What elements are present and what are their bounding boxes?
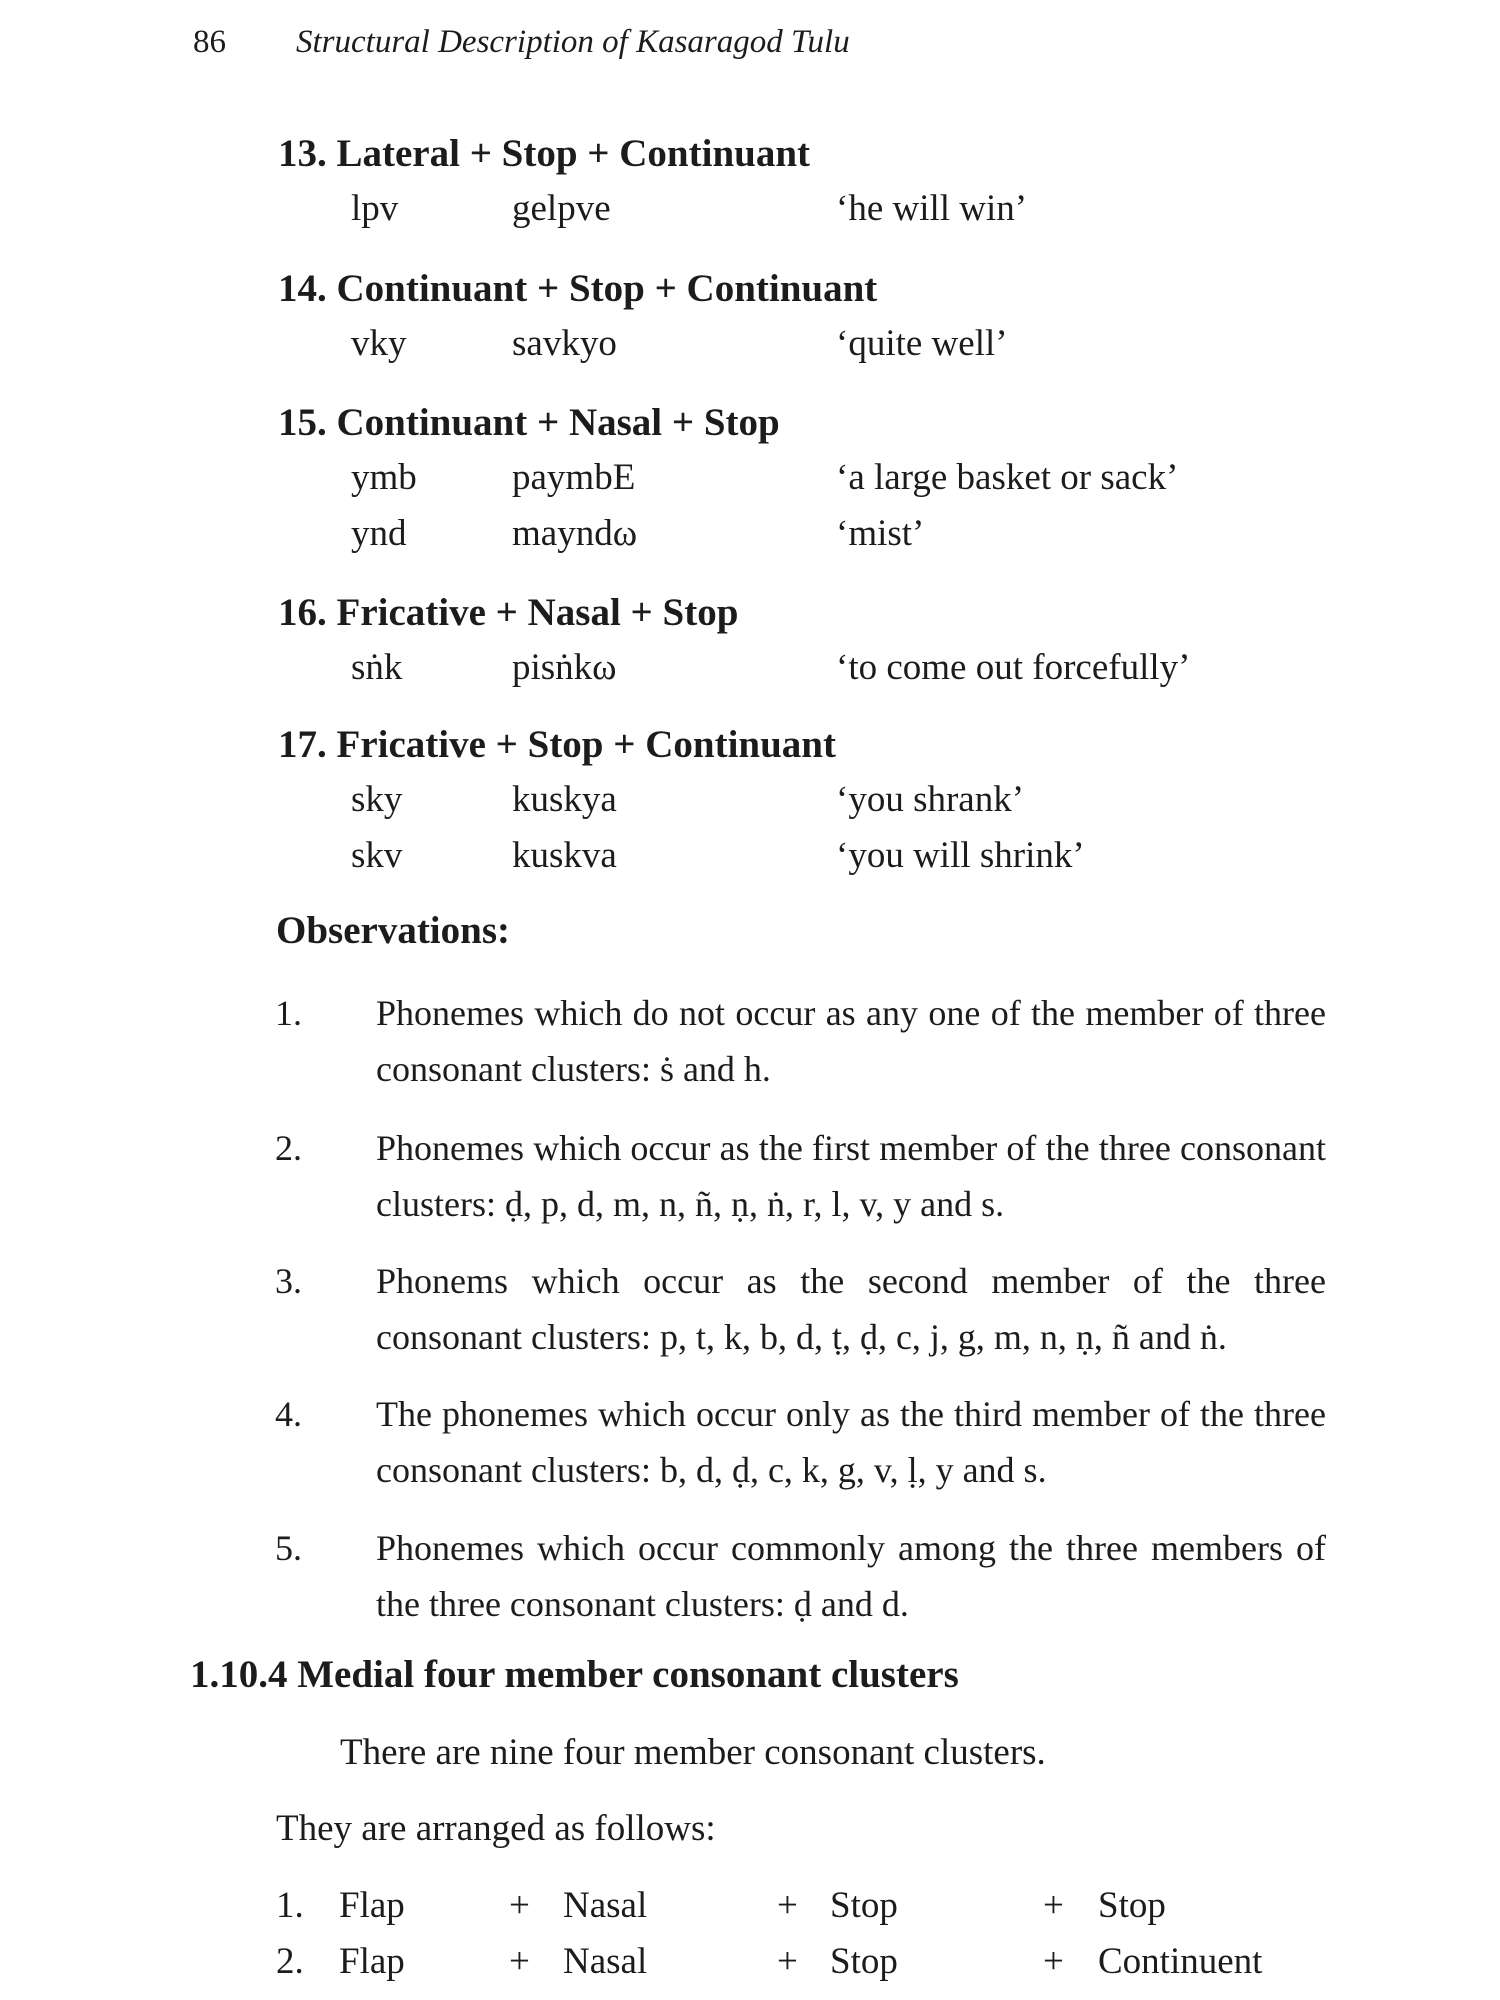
- section-arranged-text: They are arranged as follows:: [276, 1808, 716, 1849]
- cluster-group-heading: 16. Fricative + Nasal + Stop: [278, 591, 739, 634]
- gloss-cell: ‘he will win’: [836, 188, 1028, 229]
- gloss-cell: ‘you shrank’: [836, 779, 1025, 820]
- plus-sign: +: [777, 1941, 798, 1982]
- observation-text: The phonemes which occur only as the third member of the three consonant clusters: b, d, ḍ, c, k, g, v, ḷ, y and s.: [376, 1394, 1326, 1490]
- cluster-cell: ynd: [351, 513, 407, 554]
- arrangement-cell: Nasal: [563, 1941, 648, 1982]
- observation-number: 2.: [275, 1128, 302, 1168]
- observation-number: 4.: [275, 1394, 302, 1434]
- running-header-title: Structural Description of Kasaragod Tulu: [296, 24, 850, 60]
- cluster-group-heading: 14. Continuant + Stop + Continuant: [278, 267, 878, 310]
- gloss-cell: ‘to come out forcefully’: [836, 647, 1191, 688]
- cluster-cell: vky: [351, 323, 407, 364]
- observation-number: 3.: [275, 1261, 302, 1301]
- observation-text: Phonemes which occur as the first member of the three consonant clusters: ḍ, p, d, m, n, ñ, ṇ, ṅ, r, l, v, y and s.: [376, 1128, 1326, 1224]
- observation-number: 5.: [275, 1528, 302, 1568]
- plus-sign: +: [509, 1885, 530, 1926]
- cluster-group-heading: 17. Fricative + Stop + Continuant: [278, 723, 836, 766]
- observations-heading: Observations:: [276, 909, 510, 952]
- arrangement-cell: Nasal: [563, 1885, 648, 1926]
- example-word-cell: mayndω: [512, 513, 638, 554]
- cluster-cell: lpv: [351, 188, 399, 229]
- arrangement-cell: Flap: [339, 1941, 405, 1982]
- example-word-cell: kuskva: [512, 835, 617, 876]
- observation-text: Phonemes which occur commonly among the three members of the three consonant clusters: ḍ and d.: [376, 1528, 1326, 1624]
- gloss-cell: ‘quite well’: [836, 323, 1008, 364]
- cluster-group-heading: 13. Lateral + Stop + Continuant: [278, 132, 811, 175]
- arrangement-number: 2.: [276, 1941, 304, 1982]
- example-word-cell: pisṅkω: [512, 647, 617, 688]
- gloss-cell: ‘mist’: [836, 513, 925, 554]
- section-intro: There are nine four member consonant clusters.: [340, 1732, 1046, 1773]
- example-word-cell: gelpve: [512, 188, 611, 229]
- gloss-cell: ‘a large basket or sack’: [836, 457, 1179, 498]
- plus-sign: +: [509, 1941, 530, 1982]
- arrangement-cell: Stop: [830, 1941, 898, 1982]
- arrangement-cell: Stop: [1098, 1885, 1166, 1926]
- cluster-group-heading: 15. Continuant + Nasal + Stop: [278, 401, 780, 444]
- cluster-cell: skv: [351, 835, 403, 876]
- arrangement-number: 1.: [276, 1885, 304, 1926]
- arrangement-cell: Continuent: [1098, 1941, 1263, 1982]
- observation-number: 1.: [275, 993, 302, 1033]
- example-word-cell: paymbE: [512, 457, 636, 498]
- plus-sign: +: [1043, 1885, 1064, 1926]
- section-heading: 1.10.4 Medial four member consonant clusters: [190, 1653, 959, 1696]
- observation-text: Phonems which occur as the second member of the three consonant clusters: p, t, k, b, d, ṭ, ḍ, c, j, g, m, n, ṇ, ñ and ṅ.: [376, 1261, 1326, 1357]
- arrangement-cell: Stop: [830, 1885, 898, 1926]
- gloss-cell: ‘you will shrink’: [836, 835, 1085, 876]
- arrangement-cell: Flap: [339, 1885, 405, 1926]
- cluster-cell: ymb: [351, 457, 417, 498]
- example-word-cell: kuskya: [512, 779, 617, 820]
- example-word-cell: savkyo: [512, 323, 617, 364]
- cluster-cell: sky: [351, 779, 403, 820]
- observation-text: Phonemes which do not occur as any one of the member of three consonant clusters: ṡ and h.: [376, 993, 1326, 1089]
- page-number: 86: [193, 24, 226, 60]
- plus-sign: +: [1043, 1941, 1064, 1982]
- cluster-cell: sṅk: [351, 647, 403, 688]
- plus-sign: +: [777, 1885, 798, 1926]
